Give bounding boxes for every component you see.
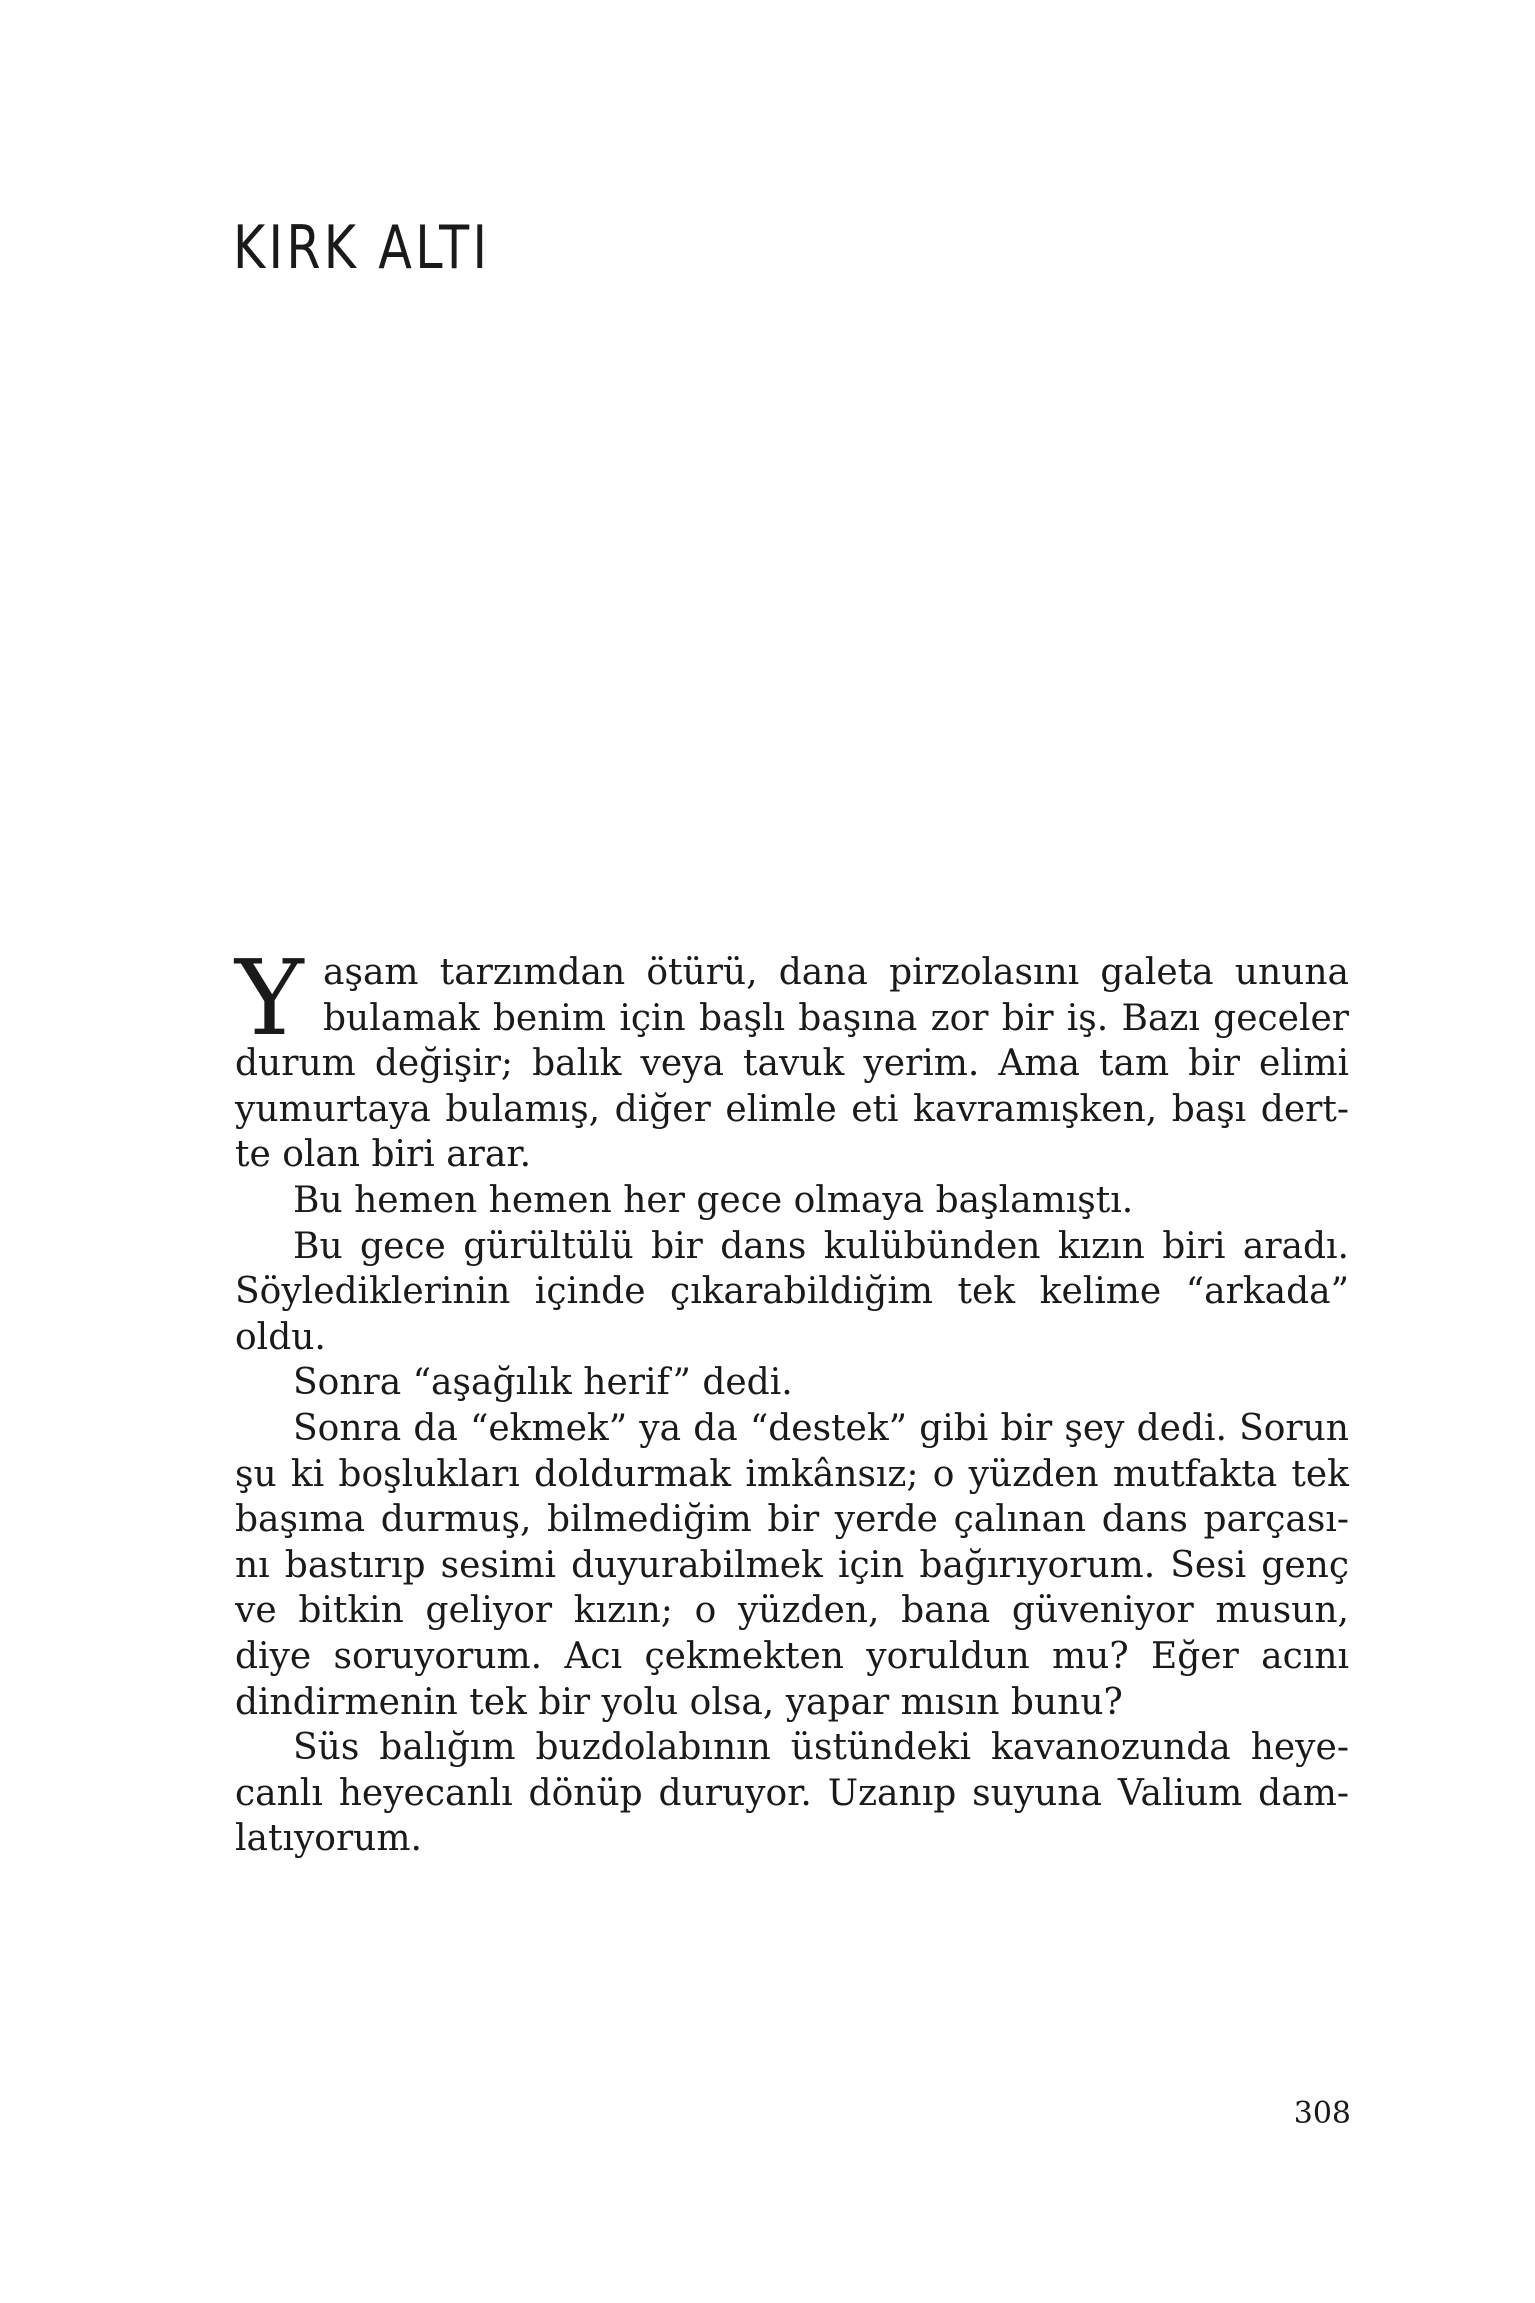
text-line: bulamak benim için başlı başına zor bir iş. Bazı geceler — [323, 997, 1349, 1039]
text-line: başıma durmuş, bilmediğim bir yerde çalınan dans parçası- — [235, 1499, 1349, 1541]
text-line: latıyorum. — [235, 1818, 422, 1860]
text-line: Sonra “aşağılık herif” dedi. — [293, 1362, 793, 1404]
text-line: şu ki boşlukları doldurmak imkânsız; o yüzden mutfakta tek — [235, 1453, 1349, 1495]
text-line: Söylediklerinin içinde çıkarabildiğim tek kelime “arkada” — [235, 1271, 1349, 1313]
text-line: Bu gece gürültülü bir dans kulübünden kızın biri aradı. — [293, 1225, 1349, 1267]
page-number: 308 — [1293, 2096, 1351, 2131]
text-line: Süs balığım buzdolabının üstündeki kavanozunda heye- — [293, 1727, 1349, 1769]
text-line: dindirmenin tek bir yolu olsa, yapar mısın bunu? — [235, 1681, 1123, 1723]
text-line: te olan biri arar. — [235, 1134, 532, 1176]
drop-cap: Y — [235, 937, 304, 1059]
text-line: oldu. — [235, 1316, 326, 1358]
text-line: diye soruyorum. Acı çekmekten yoruldun mu? Eğer acını — [235, 1635, 1349, 1677]
chapter-title: KIRK ALTI — [233, 213, 491, 283]
text-line: aşam tarzımdan ötürü, dana pirzolasını galeta ununa — [323, 952, 1349, 993]
text-line: nı bastırıp sesimi duyurabilmek için bağırıyorum. Sesi genç — [235, 1544, 1349, 1586]
text-line: Sonra da “ekmek” ya da “destek” gibi bir şey dedi. Sorun — [293, 1407, 1349, 1449]
body-text — [235, 937, 1349, 1862]
text-line: Bu hemen hemen her gece olmaya başlamıştı. — [293, 1179, 1134, 1221]
text-line: canlı heyecanlı dönüp duruyor. Uzanıp suyuna Valium dam- — [235, 1772, 1349, 1814]
text-line: durum değişir; balık veya tavuk yerim. Ama tam bir elimi — [235, 1043, 1349, 1085]
text-line: yumurtaya bulamış, diğer elimle eti kavramışken, başı dert- — [235, 1088, 1349, 1130]
text-line: ve bitkin geliyor kızın; o yüzden, bana güveniyor musun, — [235, 1590, 1349, 1632]
